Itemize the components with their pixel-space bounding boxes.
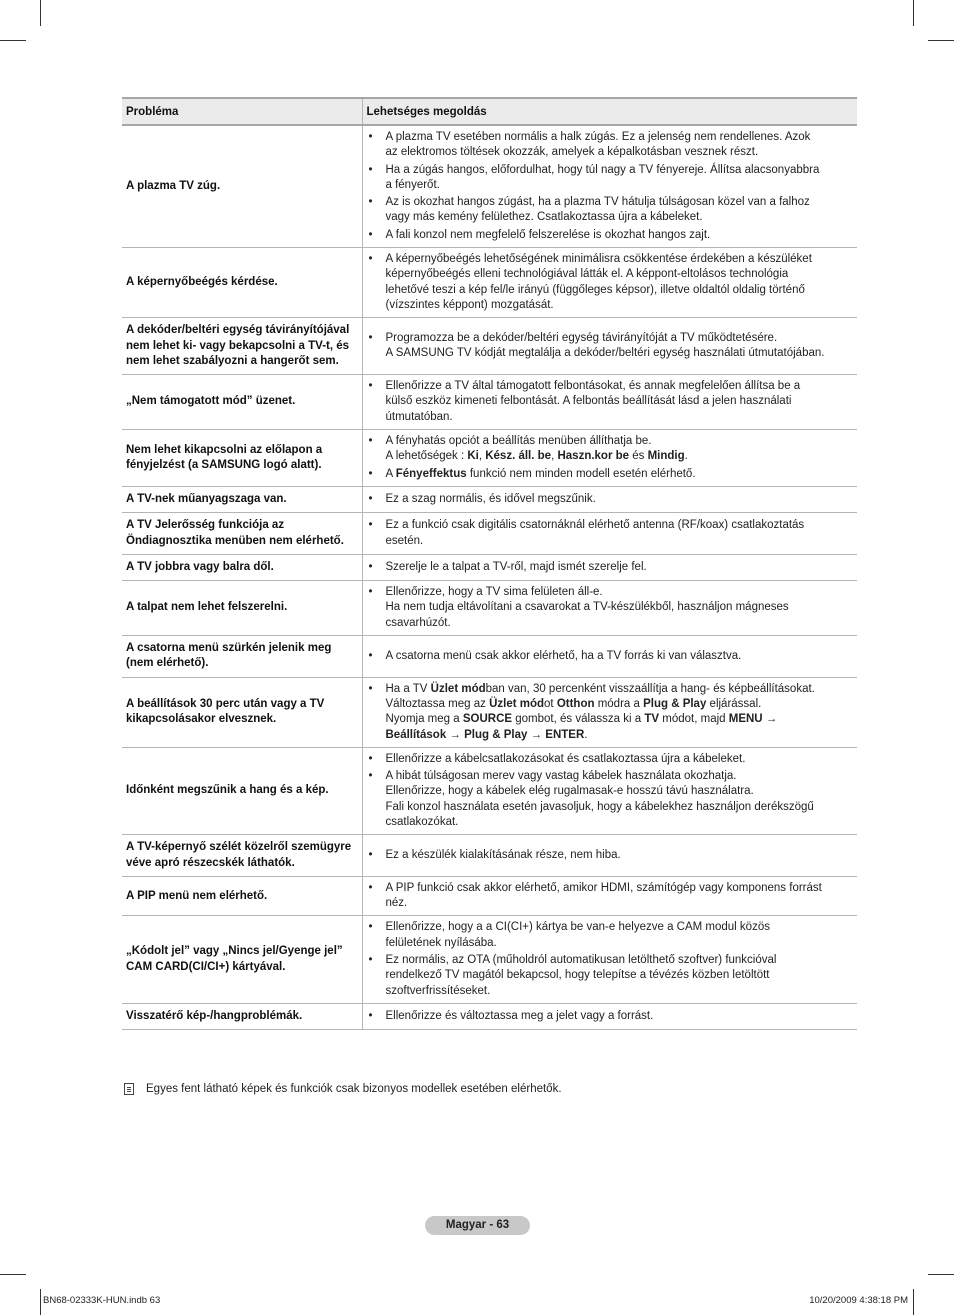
solution-line: [386, 712, 854, 727]
text-run: módra a: [594, 697, 644, 710]
solution-list: [369, 881, 854, 912]
text-run: .: [584, 728, 588, 741]
crop-mark: [0, 40, 26, 41]
solution-list: [369, 752, 854, 830]
solution-cell: [362, 375, 857, 430]
table-row: [122, 636, 857, 678]
solution-line: Ellenőrizze, hogy a kábelek elég rugalmasak-e hosszú távú használatra.: [385, 785, 754, 798]
solution-line: • Ellenőrizze a kábelcsatlakozásokat és csatlakoztassa újra a kábeleket.: [385, 752, 746, 765]
solution-cell: [362, 835, 857, 877]
solution-item: [369, 228, 854, 243]
table-row: [122, 430, 857, 487]
solution-line: • A hibát túlságosan merev vagy vastag kábelek használata okozhatja.: [385, 770, 737, 783]
solution-item: [369, 881, 854, 912]
table-row: [122, 248, 857, 318]
solution-cell: [362, 430, 857, 487]
solution-line: • Szerelje le a talpat a TV-ről, majd ismét szerelje fel.: [385, 560, 647, 573]
solution-line: [386, 697, 854, 712]
solution-line: • A PIP funkció csak akkor elérhető, amikor HDMI, számítógép vagy komponens forrást: [385, 881, 822, 894]
solution-line: • Ez a funkció csak digitális csatornáknál elérhető antenna (RF/koax) csatlakoztatás: [385, 519, 805, 532]
bold-text: Otthon: [556, 697, 595, 710]
solution-line: • Ez normális, az OTA (műholdról automatikusan letölthető szoftver) funkcióval: [385, 954, 777, 967]
bold-text: Kész. áll. be: [485, 450, 552, 463]
bold-text: Mindig: [647, 450, 685, 463]
solution-line: • Ez a készülék kialakításának része, nem hiba.: [385, 848, 621, 861]
solution-item: [369, 1009, 854, 1024]
solution-item: [369, 560, 854, 575]
footer-datetime: 10/20/2009 4:38:18 PM: [809, 1295, 908, 1306]
table-row: [122, 513, 857, 555]
solution-line: lehetővé teszi a kép fel/le irányú (függőleges képsor), illetve oldaltól oldalig történő: [385, 283, 805, 296]
note-text: Egyes fent látható képek és funkciók csak bizonyos modellek esetében elérhetők.: [146, 1083, 562, 1095]
table-row: [122, 835, 857, 877]
solution-list: [369, 331, 854, 362]
table-row: [122, 876, 857, 916]
crop-mark: [40, 0, 41, 26]
solution-list: [369, 379, 854, 425]
table-row: [122, 554, 857, 580]
bold-text: Ki: [467, 450, 479, 463]
text-run: Változtassa meg az: [385, 697, 490, 710]
solution-line: • Ha a zúgás hangos, előfordulhat, hogy túl nagy a TV fényereje. Állítsa alacsonyabbra: [385, 163, 820, 176]
solution-list: [369, 434, 854, 482]
text-run: ot: [544, 697, 557, 710]
solution-line: csatlakozókat.: [385, 815, 459, 828]
problem-cell: A TV Jelerősség funkciója az Öndiagnosztika menüben nem elérhető.: [122, 513, 362, 555]
solution-cell: [362, 876, 857, 916]
bold-text: MENU →: [728, 713, 778, 726]
solution-item: [369, 252, 854, 313]
problem-cell: A képernyőbeégés kérdése.: [122, 248, 362, 318]
solution-line: A SAMSUNG TV kódját megtalálja a dekóder/beltéri egység használati útmutatójában.: [385, 347, 825, 360]
text-run: funkció nem minden modell esetén elérhető.: [466, 467, 696, 480]
solution-line: csavarhúzót.: [385, 616, 451, 629]
crop-mark: [928, 40, 954, 41]
problem-cell: A TV-képernyő szélét közelről szemügyre véve apró részecskék láthatók.: [122, 835, 362, 877]
solution-cell: [362, 1003, 857, 1029]
solution-line: • Ellenőrizze, hogy a a CI(CI+) kártya be van-e helyezve a CAM modul közös: [385, 921, 770, 934]
solution-list: [369, 518, 854, 549]
table-body: [122, 125, 857, 1030]
text-run: Nyomja meg a: [385, 713, 463, 726]
solution-line: • A fali konzol nem megfelelő felszerelése is okozhat hangos zajt.: [385, 228, 711, 241]
note-icon: [124, 1083, 134, 1095]
bold-text: SOURCE: [462, 713, 513, 726]
text-run: módot, majd: [659, 713, 729, 726]
solution-line: • Ez a szag normális, és idővel megszűnik.: [385, 492, 596, 505]
table-row: [122, 1003, 857, 1029]
text-run: eljárással.: [706, 697, 762, 710]
column-header-solution: Lehetséges megoldás: [362, 98, 857, 125]
solution-item: [369, 848, 854, 863]
solution-line: [386, 682, 854, 697]
table-row: [122, 916, 857, 1003]
bold-text: Beállítások → Plug & Play → ENTER: [385, 728, 585, 741]
problem-cell: A talpat nem lehet felszerelni.: [122, 581, 362, 636]
text-run: ,: [551, 450, 558, 463]
solution-item: [369, 649, 854, 664]
solution-item: [369, 195, 854, 226]
solution-list: [369, 560, 854, 575]
problem-cell: Visszatérő kép-/hangproblémák.: [122, 1003, 362, 1029]
problem-cell: A dekóder/beltéri egység távirányítójával nem lehet ki- vagy bekapcsolni a TV-t, és nem lehet szabályozni a hangerőt sem.: [122, 318, 362, 375]
solution-cell: [362, 677, 857, 747]
solution-item: [369, 379, 854, 425]
solution-line: útmutatóban.: [385, 410, 453, 423]
crop-mark: [40, 1289, 41, 1315]
solution-list: [369, 1009, 854, 1024]
solution-item: [369, 163, 854, 194]
text-run: és: [629, 450, 648, 463]
bold-text: Plug & Play: [643, 697, 707, 710]
solution-line: képernyőbeégés elleni technológiával látták el. A képpont-eltolásos technológia: [385, 268, 789, 281]
solution-line: • Ellenőrizze, hogy a TV sima felületen áll-e.: [385, 586, 603, 599]
crop-mark: [928, 1274, 954, 1275]
solution-line: • Az is okozhat hangos zúgást, ha a plazma TV hátulja túlságosan közel van a falhoz: [385, 196, 810, 209]
table-header-row: [122, 98, 857, 125]
column-header-problem: Probléma: [122, 98, 362, 125]
solution-item: [369, 682, 854, 743]
problem-cell: A PIP menü nem elérhető.: [122, 876, 362, 916]
solution-list: [369, 492, 854, 507]
solution-cell: [362, 513, 857, 555]
solution-item: [369, 752, 854, 767]
solution-line: • A képernyőbeégés lehetőségének minimálisra csökkentése érdekében a készüléket: [385, 253, 812, 266]
solution-line: vagy más kemény felülethez. Csatlakoztassa újra a kábeleket.: [385, 211, 703, 224]
problem-cell: Időnként megszűnik a hang és a kép.: [122, 747, 362, 834]
solution-list: [369, 130, 854, 243]
bold-text: Haszn.kor be: [557, 450, 630, 463]
solution-line: esetén.: [385, 534, 424, 547]
solution-item: [369, 920, 854, 951]
bold-text: Fényeffektus: [395, 467, 467, 480]
page-number-badge: Magyar - 63: [425, 1216, 530, 1235]
problem-cell: „Nem támogatott mód” üzenet.: [122, 375, 362, 430]
problem-cell: A beállítások 30 perc után vagy a TV kikapcsolásakor elvesznek.: [122, 677, 362, 747]
solution-item: [369, 130, 854, 161]
text-run: ,: [478, 450, 486, 463]
problem-cell: A csatorna menü szürkén jelenik meg (nem elérhető).: [122, 636, 362, 678]
table-row: [122, 747, 857, 834]
solution-line: néz.: [385, 897, 408, 910]
solution-cell: [362, 916, 857, 1003]
text-run: gombot, és válassza ki a: [512, 713, 645, 726]
solution-item: [369, 434, 854, 465]
table-row: [122, 318, 857, 375]
table-row: [122, 375, 857, 430]
solution-cell: [362, 486, 857, 512]
crop-mark: [913, 0, 914, 26]
solution-line: (vízszintes képpont) mozgatását.: [385, 298, 554, 311]
solution-line: [386, 467, 854, 482]
solution-cell: [362, 747, 857, 834]
solution-line: Ha nem tudja eltávolítani a csavarokat a TV-készülékből, használjon mágneses: [385, 601, 789, 614]
table-row: [122, 677, 857, 747]
problem-cell: „Kódolt jel” vagy „Nincs jel/Gyenge jel” CAM CARD(CI/CI+) kártyával.: [122, 916, 362, 1003]
text-run: A: [385, 467, 396, 480]
solution-line: szoftverfrissítéseket.: [385, 984, 491, 997]
solution-list: [369, 649, 854, 664]
solution-line: [386, 728, 854, 743]
crop-mark: [913, 1289, 914, 1315]
solution-line: • A plazma TV esetében normális a halk zúgás. Ez a jelenség nem rendellenes. Azok: [385, 131, 811, 143]
solution-line: • Ellenőrizze és változtassa meg a jelet vagy a forrást.: [385, 1009, 654, 1022]
troubleshooting-table: [122, 97, 857, 1030]
solution-item: [369, 585, 854, 631]
text-run: Ha a TV: [385, 682, 431, 695]
problem-cell: A TV jobbra vagy balra dől.: [122, 554, 362, 580]
solution-line: Fali konzol használata esetén javasoljuk, hogy a kábelekhez használjon derékszögű: [385, 800, 814, 813]
solution-line: felületének nyílásába.: [385, 936, 497, 949]
solution-cell: [362, 318, 857, 375]
solution-line: • A csatorna menü csak akkor elérhető, ha a TV forrás ki van választva.: [385, 649, 742, 662]
solution-cell: [362, 636, 857, 678]
solution-item: [369, 331, 854, 362]
solution-list: [369, 920, 854, 998]
solution-list: [369, 848, 854, 863]
table-row: [122, 125, 857, 248]
solution-line: az elektromos töltések okozzák, amelyek a képalkotásban vesznek részt.: [385, 146, 759, 159]
solution-cell: [362, 554, 857, 580]
solution-cell: [362, 581, 857, 636]
solution-line: rendelkező TV magától bekapcsol, hogy telepítse a tévézés közben letöltött: [385, 969, 770, 982]
problem-cell: Nem lehet kikapcsolni az előlapon a fényjelzést (a SAMSUNG logó alatt).: [122, 430, 362, 487]
solution-list: [369, 252, 854, 313]
solution-item: [369, 492, 854, 507]
solution-line: • Ellenőrizze a TV által támogatott felbontásokat, és annak megfelelően állítsa be a: [385, 380, 801, 393]
table-row: [122, 581, 857, 636]
solution-list: [369, 585, 854, 631]
solution-list: [369, 682, 854, 743]
solution-line: [386, 449, 854, 464]
problem-cell: A plazma TV zúg.: [122, 125, 362, 248]
footer-file-info: BN68-02333K-HUN.indb 63: [43, 1295, 161, 1306]
problem-cell: A TV-nek műanyagszaga van.: [122, 486, 362, 512]
solution-cell: [362, 125, 857, 248]
bold-text: Üzlet mód: [430, 682, 486, 695]
crop-mark: [0, 1274, 26, 1275]
text-run: .: [684, 450, 688, 463]
solution-line: külső eszköz kimeneti felbontását. A felbontás beállítását lásd a jelen használati: [385, 395, 792, 408]
solution-item: [369, 518, 854, 549]
text-run: A lehetőségek :: [385, 450, 468, 463]
solution-line: a fényerőt.: [385, 178, 440, 191]
note: [122, 1083, 562, 1095]
solution-item: [369, 467, 854, 482]
text-run: ban van, 30 percenként visszaállítja a hang- és képbeállításokat.: [485, 682, 815, 695]
solution-line: • A fényhatás opciót a beállítás menüben állíthatja be.: [385, 435, 652, 448]
bold-text: Üzlet mód: [489, 697, 545, 710]
solution-item: [369, 953, 854, 999]
bold-text: TV: [644, 713, 660, 726]
solution-line: • Programozza be a dekóder/beltéri egység távirányítóját a TV működtetésére.: [385, 331, 778, 344]
table-row: [122, 486, 857, 512]
solution-cell: [362, 248, 857, 318]
solution-item: [369, 769, 854, 830]
